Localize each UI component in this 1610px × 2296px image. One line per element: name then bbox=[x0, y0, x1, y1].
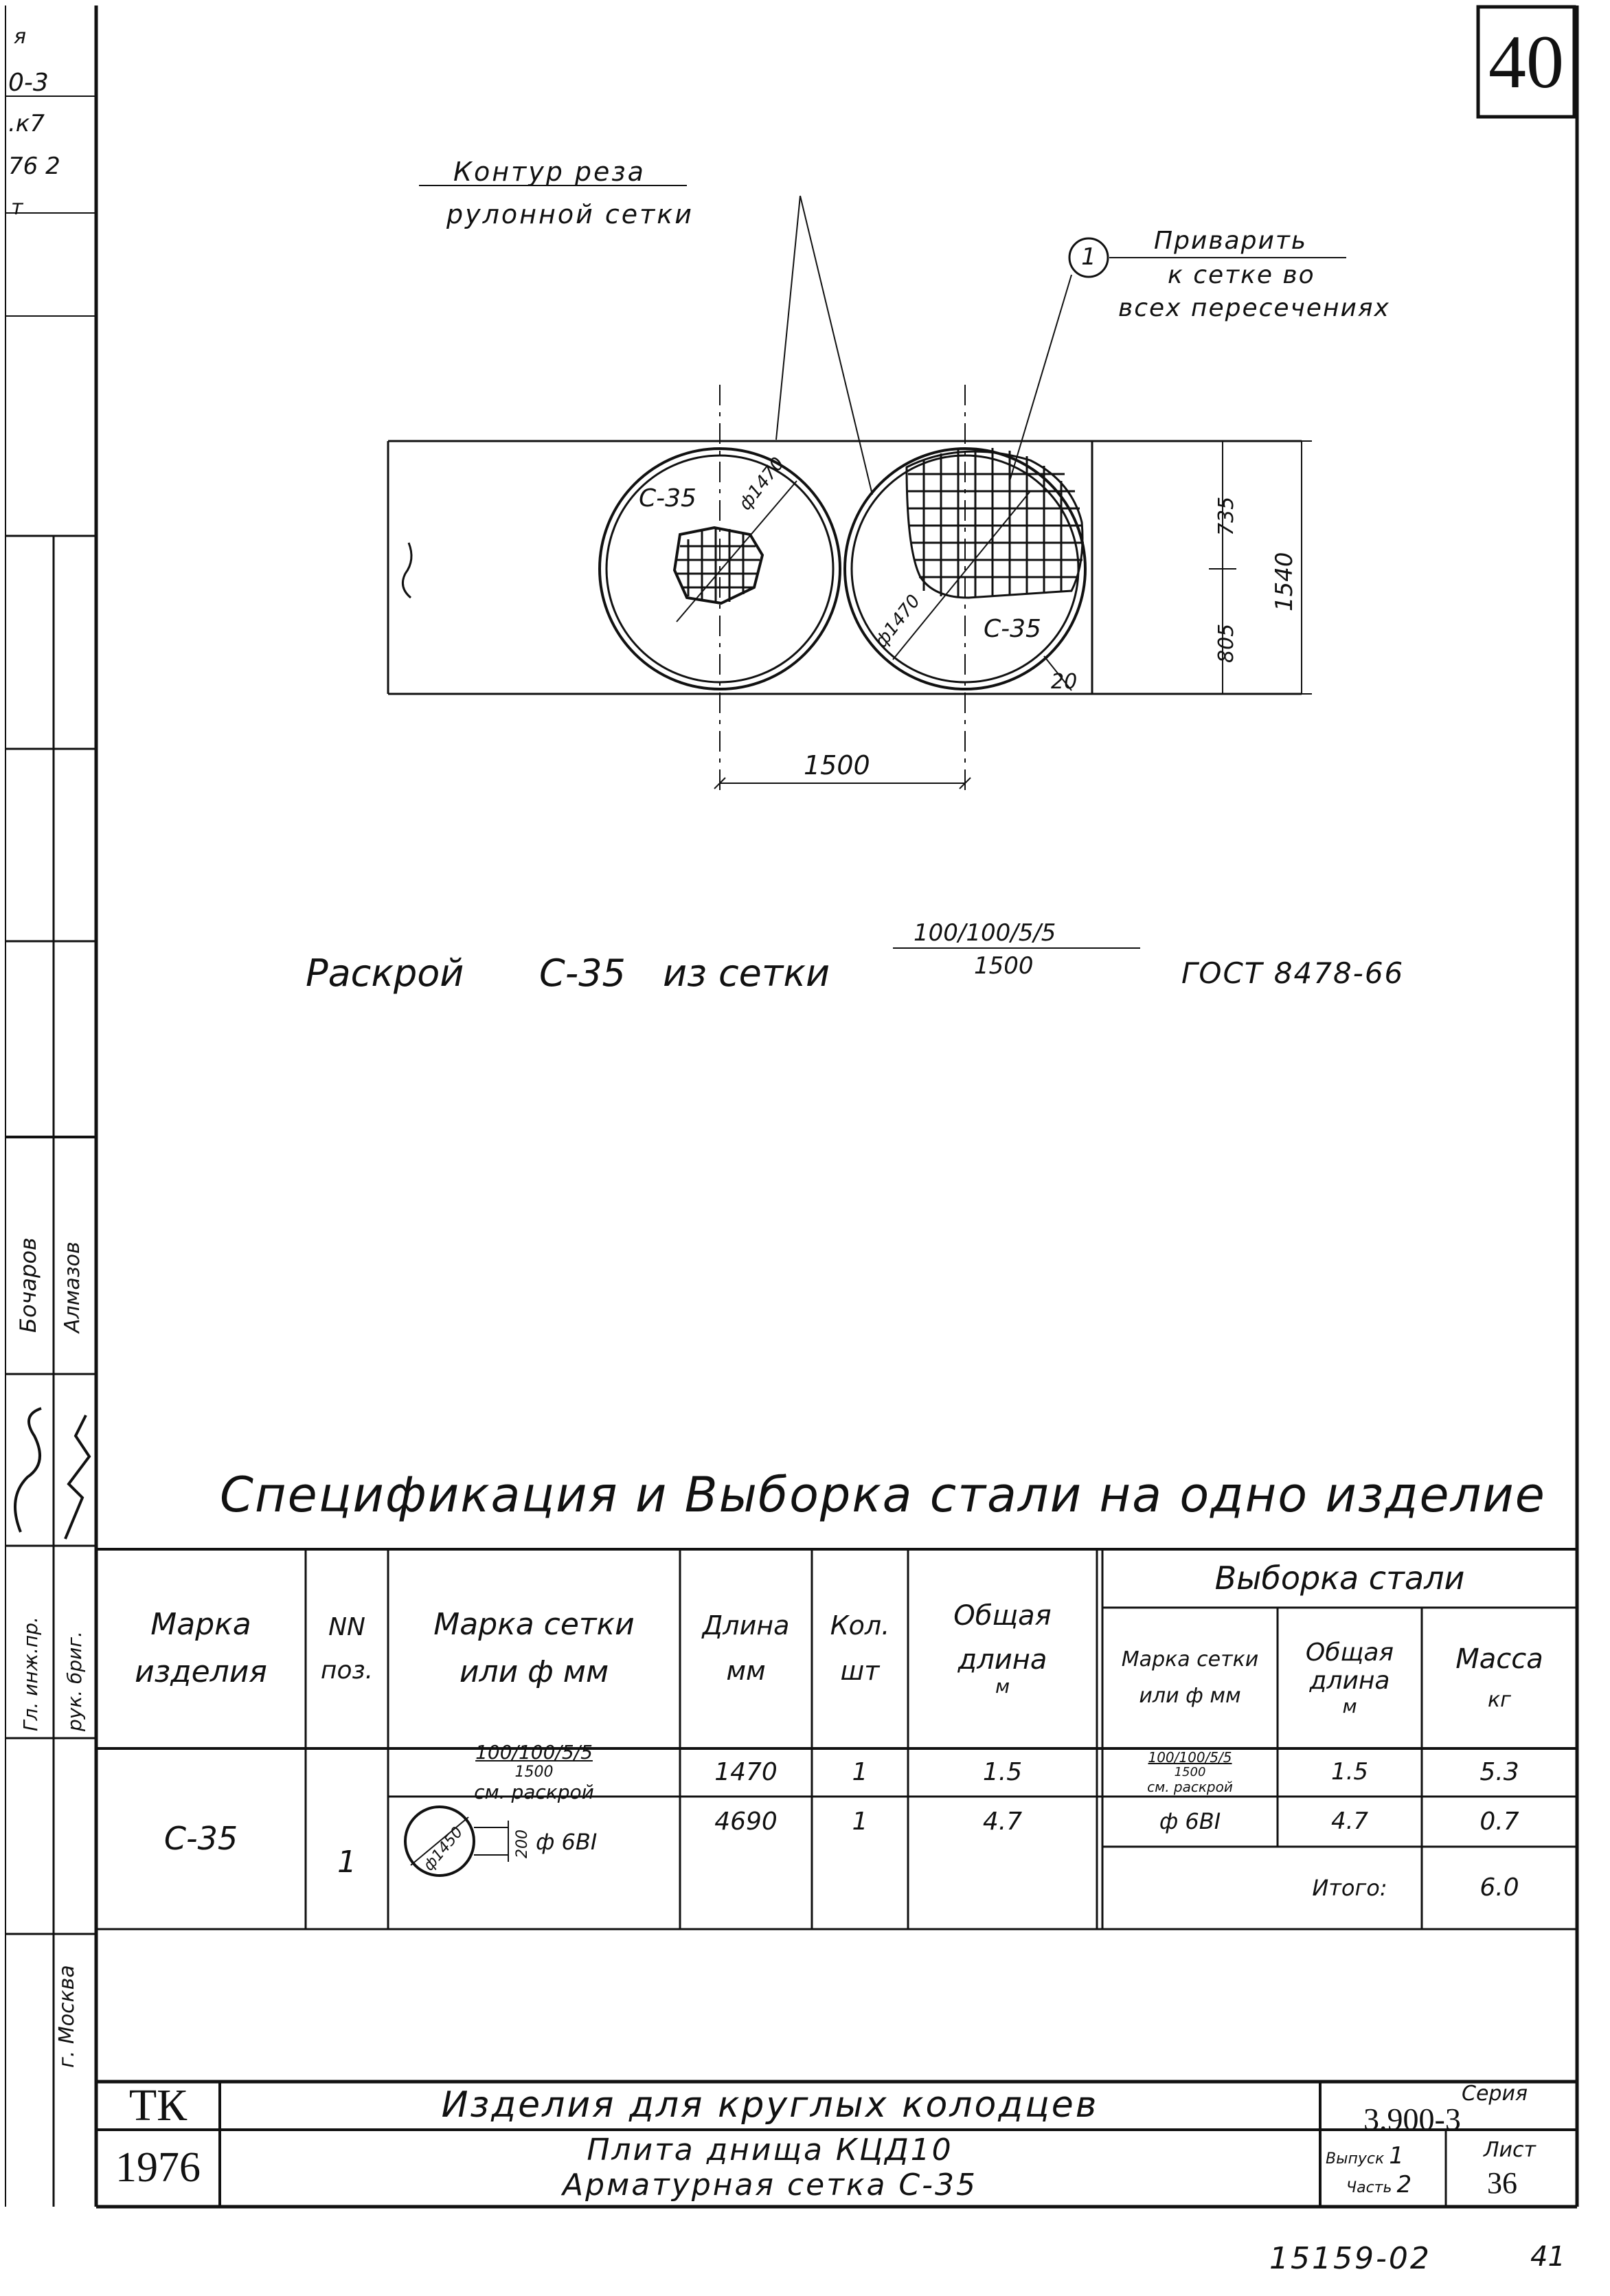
side-stamp-3: .к7 bbox=[8, 110, 45, 137]
row2-length: 4690 bbox=[714, 1807, 778, 1836]
row2-quantity: 1 bbox=[852, 1807, 868, 1836]
row2-total-length: 4.7 bbox=[982, 1807, 1023, 1836]
position-cell: 1 bbox=[337, 1845, 356, 1880]
cutting-caption-mid: из сетки bbox=[663, 952, 830, 995]
series-value: 3.900-3 bbox=[1363, 2102, 1461, 2137]
weld-note-line3: всех пересечениях bbox=[1118, 294, 1390, 322]
callout-number: 1 bbox=[1081, 243, 1096, 271]
sheet-number: 40 bbox=[1488, 19, 1564, 104]
side-stamp-4: 76 2 bbox=[8, 153, 60, 180]
row2-selection-length: 4.7 bbox=[1330, 1807, 1369, 1835]
header-product-mark-line2: изделия bbox=[135, 1654, 267, 1689]
header-length-line2: мм bbox=[726, 1656, 766, 1686]
sheet-label: Лист bbox=[1484, 2138, 1537, 2162]
margin-role-team-lead: рук. бриг. bbox=[63, 1631, 86, 1731]
header-quantity-line2: шт bbox=[840, 1656, 880, 1686]
header-length bbox=[680, 1549, 812, 1748]
header-position-line2: поз. bbox=[320, 1656, 374, 1685]
total-label: Итого: bbox=[1312, 1874, 1387, 1901]
footer-code: 15159-02 bbox=[1269, 2241, 1431, 2276]
contour-label-line2: рулонной сетки bbox=[446, 199, 694, 229]
row2-ring-gap: 200 bbox=[514, 1830, 531, 1858]
product-mark-cell: С-35 bbox=[163, 1820, 238, 1858]
header-total-length-line2: длина bbox=[957, 1643, 1047, 1676]
header-product-mark bbox=[96, 1549, 306, 1748]
row1-mesh-num: 100/100/5/5 bbox=[475, 1741, 593, 1764]
cutting-caption-mesh-den: 1500 bbox=[974, 952, 1034, 980]
cutting-caption-standard: ГОСТ 8478-66 bbox=[1181, 956, 1405, 990]
header-selection-length bbox=[1278, 1608, 1422, 1748]
row1-mesh-note: см. раскрой bbox=[474, 1780, 594, 1803]
header-selection-length-line3: м bbox=[1342, 1694, 1357, 1718]
document-subtitle-line1: Плита днища КЦД10 bbox=[587, 2132, 953, 2168]
weld-note-line1: Приварить bbox=[1154, 227, 1308, 255]
header-position-line1: NN bbox=[328, 1612, 365, 1641]
year-stamp: 1976 bbox=[115, 2144, 201, 2192]
header-selection-mass-line1: Масса bbox=[1455, 1643, 1543, 1676]
row2-mass: 0.7 bbox=[1479, 1807, 1519, 1836]
issue-value: 1 bbox=[1389, 2142, 1404, 2170]
header-steel-selection: Выборка стали bbox=[1214, 1560, 1465, 1597]
row1-selection-mesh-num: 100/100/5/5 bbox=[1148, 1748, 1232, 1766]
part-label-text: Часть bbox=[1346, 2179, 1392, 2196]
header-selection-mass-line2: кг bbox=[1488, 1688, 1511, 1713]
right-mesh-mark: С-35 bbox=[984, 615, 1041, 643]
margin-city: г. Москва bbox=[55, 1965, 79, 2068]
document-title: Изделия для круглых колодцев bbox=[441, 2084, 1099, 2126]
header-position bbox=[306, 1549, 388, 1748]
side-stamp-5: т bbox=[11, 196, 23, 220]
header-selection-mass bbox=[1422, 1608, 1577, 1748]
side-stamp-1: я bbox=[14, 25, 27, 49]
row1-length: 1470 bbox=[714, 1758, 778, 1787]
cutting-caption-mesh-num: 100/100/5/5 bbox=[914, 919, 1056, 947]
left-mesh-mark: С-35 bbox=[639, 484, 696, 513]
total-mass: 6.0 bbox=[1479, 1873, 1519, 1902]
cutting-caption-prefix: Раскрой bbox=[306, 952, 464, 995]
dimension-805: 805 bbox=[1214, 623, 1238, 663]
row1-selection-mesh bbox=[1102, 1748, 1278, 1797]
footer-page: 41 bbox=[1530, 2241, 1565, 2273]
header-total-length-line3: м bbox=[995, 1674, 1010, 1698]
row1-selection-mesh-den: 1500 bbox=[1174, 1764, 1206, 1779]
row1-mass: 5.3 bbox=[1479, 1758, 1519, 1787]
dimension-1540: 1540 bbox=[1271, 552, 1298, 611]
header-mesh-line1: Марка сетки bbox=[433, 1607, 635, 1643]
row1-selection-mesh-note: см. раскрой bbox=[1147, 1779, 1233, 1796]
row1-total-length: 1.5 bbox=[982, 1758, 1023, 1787]
header-total-length bbox=[908, 1549, 1097, 1748]
row2-rebar: ф 6ВI bbox=[536, 1829, 598, 1855]
issue-label bbox=[1326, 2142, 1404, 2170]
header-selection-length-line1: Общая bbox=[1305, 1639, 1394, 1667]
margin-name-bocharov: Бочаров bbox=[15, 1237, 41, 1333]
cutting-caption-mark: С-35 bbox=[539, 952, 626, 995]
header-mesh bbox=[388, 1549, 680, 1748]
header-product-mark-line1: Марка bbox=[150, 1607, 251, 1643]
header-total-length-line1: Общая bbox=[953, 1599, 1052, 1632]
dimension-735: 735 bbox=[1214, 496, 1238, 536]
part-label bbox=[1346, 2171, 1411, 2198]
document-subtitle bbox=[220, 2130, 1320, 2207]
part-value: 2 bbox=[1396, 2171, 1412, 2198]
issue-label-text: Выпуск bbox=[1326, 2150, 1385, 2168]
header-mesh-line2: или ф мм bbox=[459, 1654, 609, 1689]
header-selection-mesh-line2: или ф мм bbox=[1139, 1683, 1241, 1708]
header-selection-length-line2: длина bbox=[1309, 1667, 1390, 1696]
row2-ring-diameter: ф1450 bbox=[420, 1823, 467, 1875]
right-diameter-label: ф1470 bbox=[871, 591, 925, 652]
edge-dimension: 20 bbox=[1051, 670, 1078, 694]
margin-name-almazov: Алмазов bbox=[60, 1241, 84, 1333]
header-length-line1: Длина bbox=[702, 1610, 790, 1641]
header-quantity-line1: Кол. bbox=[830, 1610, 890, 1641]
row2-selection-rebar: ф 6ВI bbox=[1159, 1808, 1221, 1835]
header-quantity bbox=[812, 1549, 908, 1748]
signature-marks bbox=[0, 1395, 96, 1553]
row1-mesh-den: 1500 bbox=[514, 1764, 554, 1781]
margin-role-chief-engineer: Гл. инж.пр. bbox=[19, 1617, 42, 1731]
row1-mesh-cell bbox=[388, 1741, 680, 1803]
header-selection-mesh-line1: Марка сетки bbox=[1121, 1647, 1259, 1672]
dimension-1500: 1500 bbox=[804, 750, 870, 780]
spec-title: Спецификация и Выборка стали на одно изделие bbox=[220, 1467, 1546, 1523]
row1-quantity: 1 bbox=[852, 1758, 868, 1787]
contour-label-line1: Контур реза bbox=[453, 157, 646, 187]
side-stamp-2: 0-3 bbox=[8, 69, 49, 97]
left-diameter-label: ф1470 bbox=[735, 453, 789, 515]
series-label: Серия bbox=[1462, 2082, 1528, 2106]
document-subtitle-line2: Арматурная сетка С-35 bbox=[563, 2168, 977, 2203]
weld-note-line2: к сетке во bbox=[1168, 261, 1315, 289]
sheet-value: 36 bbox=[1487, 2166, 1517, 2200]
header-selection-mesh bbox=[1102, 1608, 1278, 1748]
row1-selection-length: 1.5 bbox=[1330, 1758, 1369, 1786]
org-stamp: ТК bbox=[128, 2080, 188, 2131]
